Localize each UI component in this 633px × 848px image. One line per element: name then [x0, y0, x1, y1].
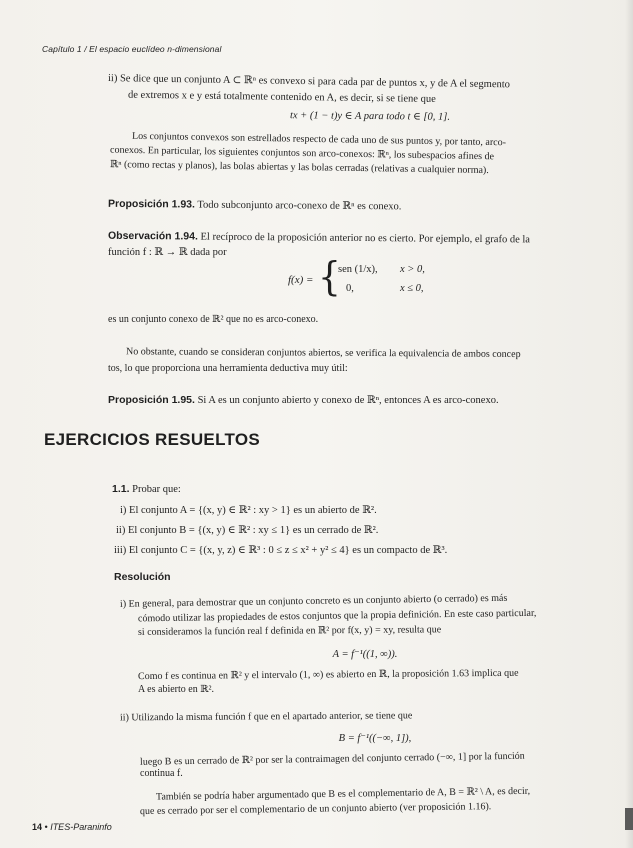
- running-header: Capítulo 1 / El espacio euclídeo n-dimensional: [42, 44, 222, 54]
- obs-1-94-label: Observación 1.94.: [107, 229, 198, 243]
- convex-para-line1: Los conjuntos convexos son estrellados respecto de cada uno de sus puntos y, por tanto, arco-: [131, 130, 507, 149]
- left-brace-icon: {: [318, 254, 341, 300]
- page-number: 14: [32, 822, 43, 832]
- prop-1-95-text: Si A es un conjunto abierto y conexo de ℝⁿ, entonces A es arco-conexo.: [197, 395, 499, 406]
- obs-1-94-text: El recíproco de la proposición anterior no es cierto. Por ejemplo, el grafo de la: [200, 231, 531, 246]
- res-ii-line3: continua f.: [140, 768, 183, 779]
- resolucion-label: Resolución: [114, 571, 171, 583]
- exercise-item: iii) El conjunto C = {(x, y, z) ∈ ℝ³ : 0 ≤ z ≤ x² + y² ≤ 4} es un compacto de ℝ³.: [114, 545, 448, 556]
- prop-1-95: [108, 393, 618, 408]
- res-i-line5: A es abierto en ℝ².: [138, 684, 215, 695]
- res-i-line4: Como f es continua en ℝ² y el intervalo (1, ∞) es abierto en ℝ, la proposición 1.63 implica que: [137, 667, 519, 683]
- publisher-name: ITES-Paraninfo: [50, 822, 112, 832]
- res-i-line2: cómodo utilizar las propiedades de estos conjuntos que la propia definición. En este caso particular,: [137, 607, 537, 625]
- obs-1-94-after: es un conjunto conexo de ℝ² que no es arco-conexo.: [108, 314, 319, 325]
- def-ii-line2: de extremos x e y está totalmente contenido en A, es decir, si se tiene que: [127, 89, 436, 105]
- prop-1-95-label: Proposición 1.95.: [108, 394, 195, 406]
- section-title: EJERCICIOS RESUELTOS: [44, 430, 261, 449]
- piecewise-function: [288, 254, 468, 300]
- res-ii-line4: También se podría haber argumentado que B es el complementario de A, B = ℝ² \ A, es decir,: [155, 785, 531, 803]
- convex-para-line3: ℝⁿ (como rectas y planos), las bolas abiertas y las bolas cerradas (relativas a cualquier norma).: [109, 159, 489, 177]
- open-para-line1: No obstante, cuando se consideran conjuntos abiertos, se verifica la equivalencia de ambos concep: [125, 346, 521, 361]
- obs-1-94-line2: función f : ℝ → ℝ dada por: [108, 247, 227, 258]
- res-i-line3: si consideramos la función real f definida en ℝ² por f(x, y) = xy, resulta que: [137, 624, 442, 638]
- exercise-item: i) El conjunto A = {(x, y) ∈ ℝ² : xy > 1} es un abierto de ℝ².: [120, 505, 377, 516]
- exercise-item: ii) El conjunto B = {(x, y) ∈ ℝ² : xy ≤ 1} es un cerrado de ℝ².: [116, 525, 379, 536]
- open-para-line2: tos, lo que proporciona una herramienta deductiva muy útil:: [108, 363, 348, 374]
- def-ii-formula: tx + (1 − t)y ∈ A para todo t ∈ [0, 1].: [289, 110, 451, 123]
- res-i-formula: A = f⁻¹((1, ∞)).: [332, 649, 398, 660]
- res-ii-line1: ii) Utilizando la misma función f que en el apartado anterior, se tiene que: [119, 710, 413, 724]
- res-ii-line5: que es cerrado por ser el complementario de un conjunto abierto (ver proposición 1.16).: [139, 801, 492, 818]
- prop-1-93-label: Proposición 1.93.: [107, 197, 196, 211]
- page-footer: [32, 822, 112, 832]
- res-ii-line2: luego B es un cerrado de ℝ² por ser la contraimagen del conjunto cerrado (−∞, 1] por la función: [139, 750, 525, 768]
- exercise-1-1-heading: [112, 482, 412, 497]
- prop-1-93-text: Todo subconjunto arco-conexo de ℝⁿ es conexo.: [197, 199, 402, 213]
- piecewise-case2: 0,: [346, 283, 354, 294]
- exercise-number: 1.1.: [112, 483, 130, 495]
- res-ii-formula: B = f⁻¹((−∞, 1]),: [338, 733, 412, 744]
- convex-para-line2: conexos. En particular, los siguientes conjuntos son arco-conexos: ℝⁿ, los subespacios afines de: [109, 144, 495, 163]
- prop-1-93: [108, 197, 608, 216]
- res-i-line1: i) En general, para demostrar que un conjunto concreto es un conjunto abierto (o cerrado) es más: [119, 592, 508, 610]
- piecewise-case1: sen (1/x),: [338, 264, 378, 275]
- exercise-intro: Probar que:: [132, 484, 181, 495]
- footer-bullet-icon: •: [44, 822, 51, 832]
- piecewise-fx: f(x) =: [288, 274, 314, 286]
- piecewise-cond1: x > 0,: [400, 264, 425, 275]
- piecewise-cond2: x ≤ 0,: [400, 283, 424, 294]
- page-edge-shadow: [625, 0, 633, 848]
- def-ii-line1: ii) Se dice que un conjunto A ⊂ ℝⁿ es convexo si para cada par de puntos x, y de A el segmento: [107, 73, 511, 91]
- page-tab-mark: [625, 808, 633, 830]
